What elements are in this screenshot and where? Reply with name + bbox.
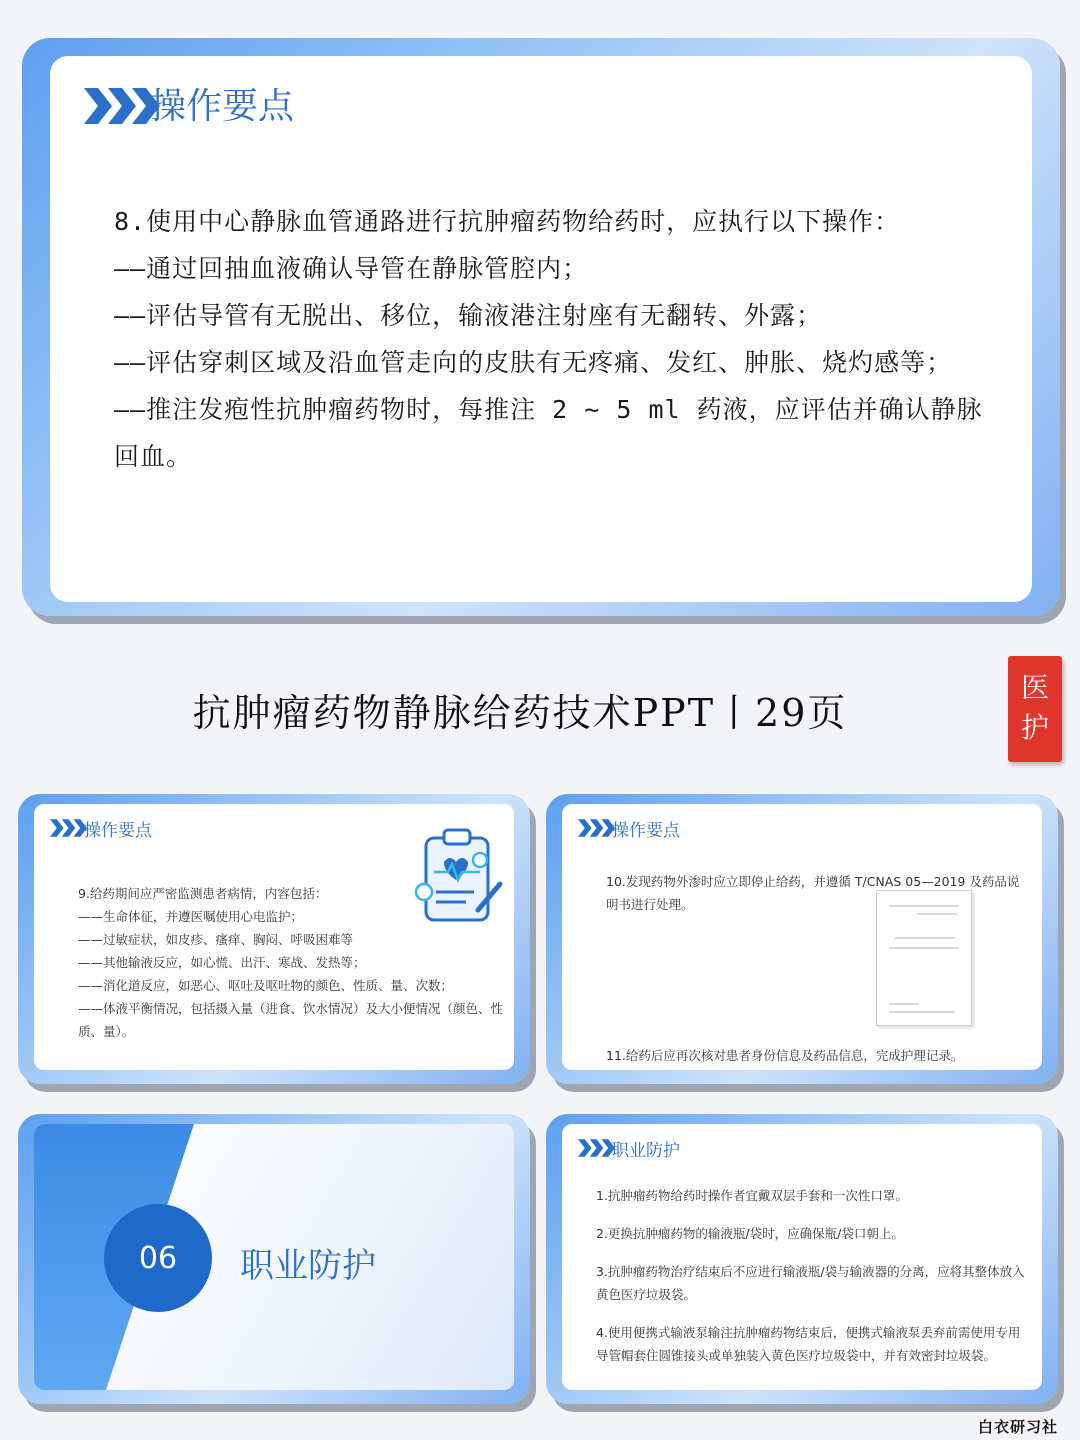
slide-thumbnail-2 [546, 794, 1058, 1084]
category-badge [1008, 656, 1062, 762]
body-line: ——其他输液反应，如心慌、出汗、寒战、发热等； [78, 955, 366, 970]
list-item: 2.更换抗肿瘤药物的输液瓶/袋时，应确保瓶/袋口朝上。 [596, 1226, 904, 1241]
body-line: ——消化道反应，如恶心、呕吐及呕吐物的颜色、性质、量、次数； [78, 978, 454, 993]
main-body-text [114, 198, 984, 480]
slide-body-text [596, 1184, 1032, 1382]
document-thumbnail [876, 890, 972, 1026]
body-line: ——体液平衡情况，包括摄入量（进食、饮水情况）及大小便情况（颜色、性质、量）。 [78, 1001, 504, 1039]
slide-body-text: 10.发现药物外渗时应立即停止给药，并遵循 T/CNAS 05—2019 及药品说明书进行处理。 [606, 874, 1020, 912]
body-line: ——过敏症状，如皮疹、瘙痒、胸闷、呼吸困难等 [78, 932, 354, 947]
body-line: 9.给药期间应严密监测患者病情，内容包括： [78, 886, 328, 901]
section-heading: 职业防护 [240, 1246, 376, 1286]
list-item: 3.抗肿瘤药物治疗结束后不应进行输液瓶/袋与输液器的分离，应将其整体放入黄色医疗垃圾袋。 [596, 1264, 1025, 1302]
slide-thumbnail-1 [18, 794, 530, 1084]
main-slide [22, 38, 1060, 616]
main-slide-content [50, 56, 1032, 602]
chevrons-icon [50, 818, 88, 838]
chevrons-icon [578, 1138, 616, 1158]
section-title: 操作要点 [150, 86, 295, 127]
page-caption: 抗肿瘤药物静脉给药技术PPT丨29页 [192, 691, 848, 735]
body-line: ——评估导管有无脱出、移位，输液港注射座有无翻转、外露； [114, 301, 823, 330]
body-line: ——推注发疱性抗肿瘤药物时，每推注 2 ~ 5 ml 药液，应评估并确认静脉回血。 [114, 395, 983, 471]
section-title: 职业防护 [612, 1141, 680, 1161]
slide-content [562, 804, 1042, 1070]
watermark: 白衣研习社 [977, 1418, 1058, 1436]
slide-content [34, 804, 514, 1070]
section-number: 06 [104, 1204, 212, 1312]
slide-body-text: 11.给药后应再次核对患者身份信息及药品信息，完成护理记录。 [606, 1048, 964, 1063]
section-title: 操作要点 [84, 821, 152, 841]
badge-char: 护 [1020, 711, 1049, 744]
slide-thumbnail-4 [546, 1114, 1058, 1404]
section-title: 操作要点 [612, 821, 680, 841]
body-line: ——评估穿刺区域及沿血管走向的皮肤有无疼痛、发红、肿胀、烧灼感等； [114, 348, 953, 377]
chevrons-icon [578, 818, 616, 838]
slide-content [562, 1124, 1042, 1390]
body-line: ——通过回抽血液确认导管在静脉管腔内； [114, 254, 589, 283]
list-item: 4.使用便携式输液泵输注抗肿瘤药物结束后，便携式输液泵丢弃前需使用专用导管帽套住圆锥接头或单独装入黄色医疗垃圾袋中，并有效密封垃圾袋。 [596, 1325, 1021, 1363]
body-line: ——生命体征，并遵医嘱使用心电监护； [78, 909, 304, 924]
list-item: 1.抗肿瘤药物给药时操作者宜戴双层手套和一次性口罩。 [596, 1188, 908, 1203]
slide-body-text [78, 882, 514, 1043]
badge-char: 医 [1020, 671, 1049, 704]
slide-content [34, 1124, 514, 1390]
body-line: 8.使用中心静脉血管通路进行抗肿瘤药物给药时，应执行以下操作： [114, 207, 901, 236]
slide-thumbnail-3 [18, 1114, 530, 1404]
